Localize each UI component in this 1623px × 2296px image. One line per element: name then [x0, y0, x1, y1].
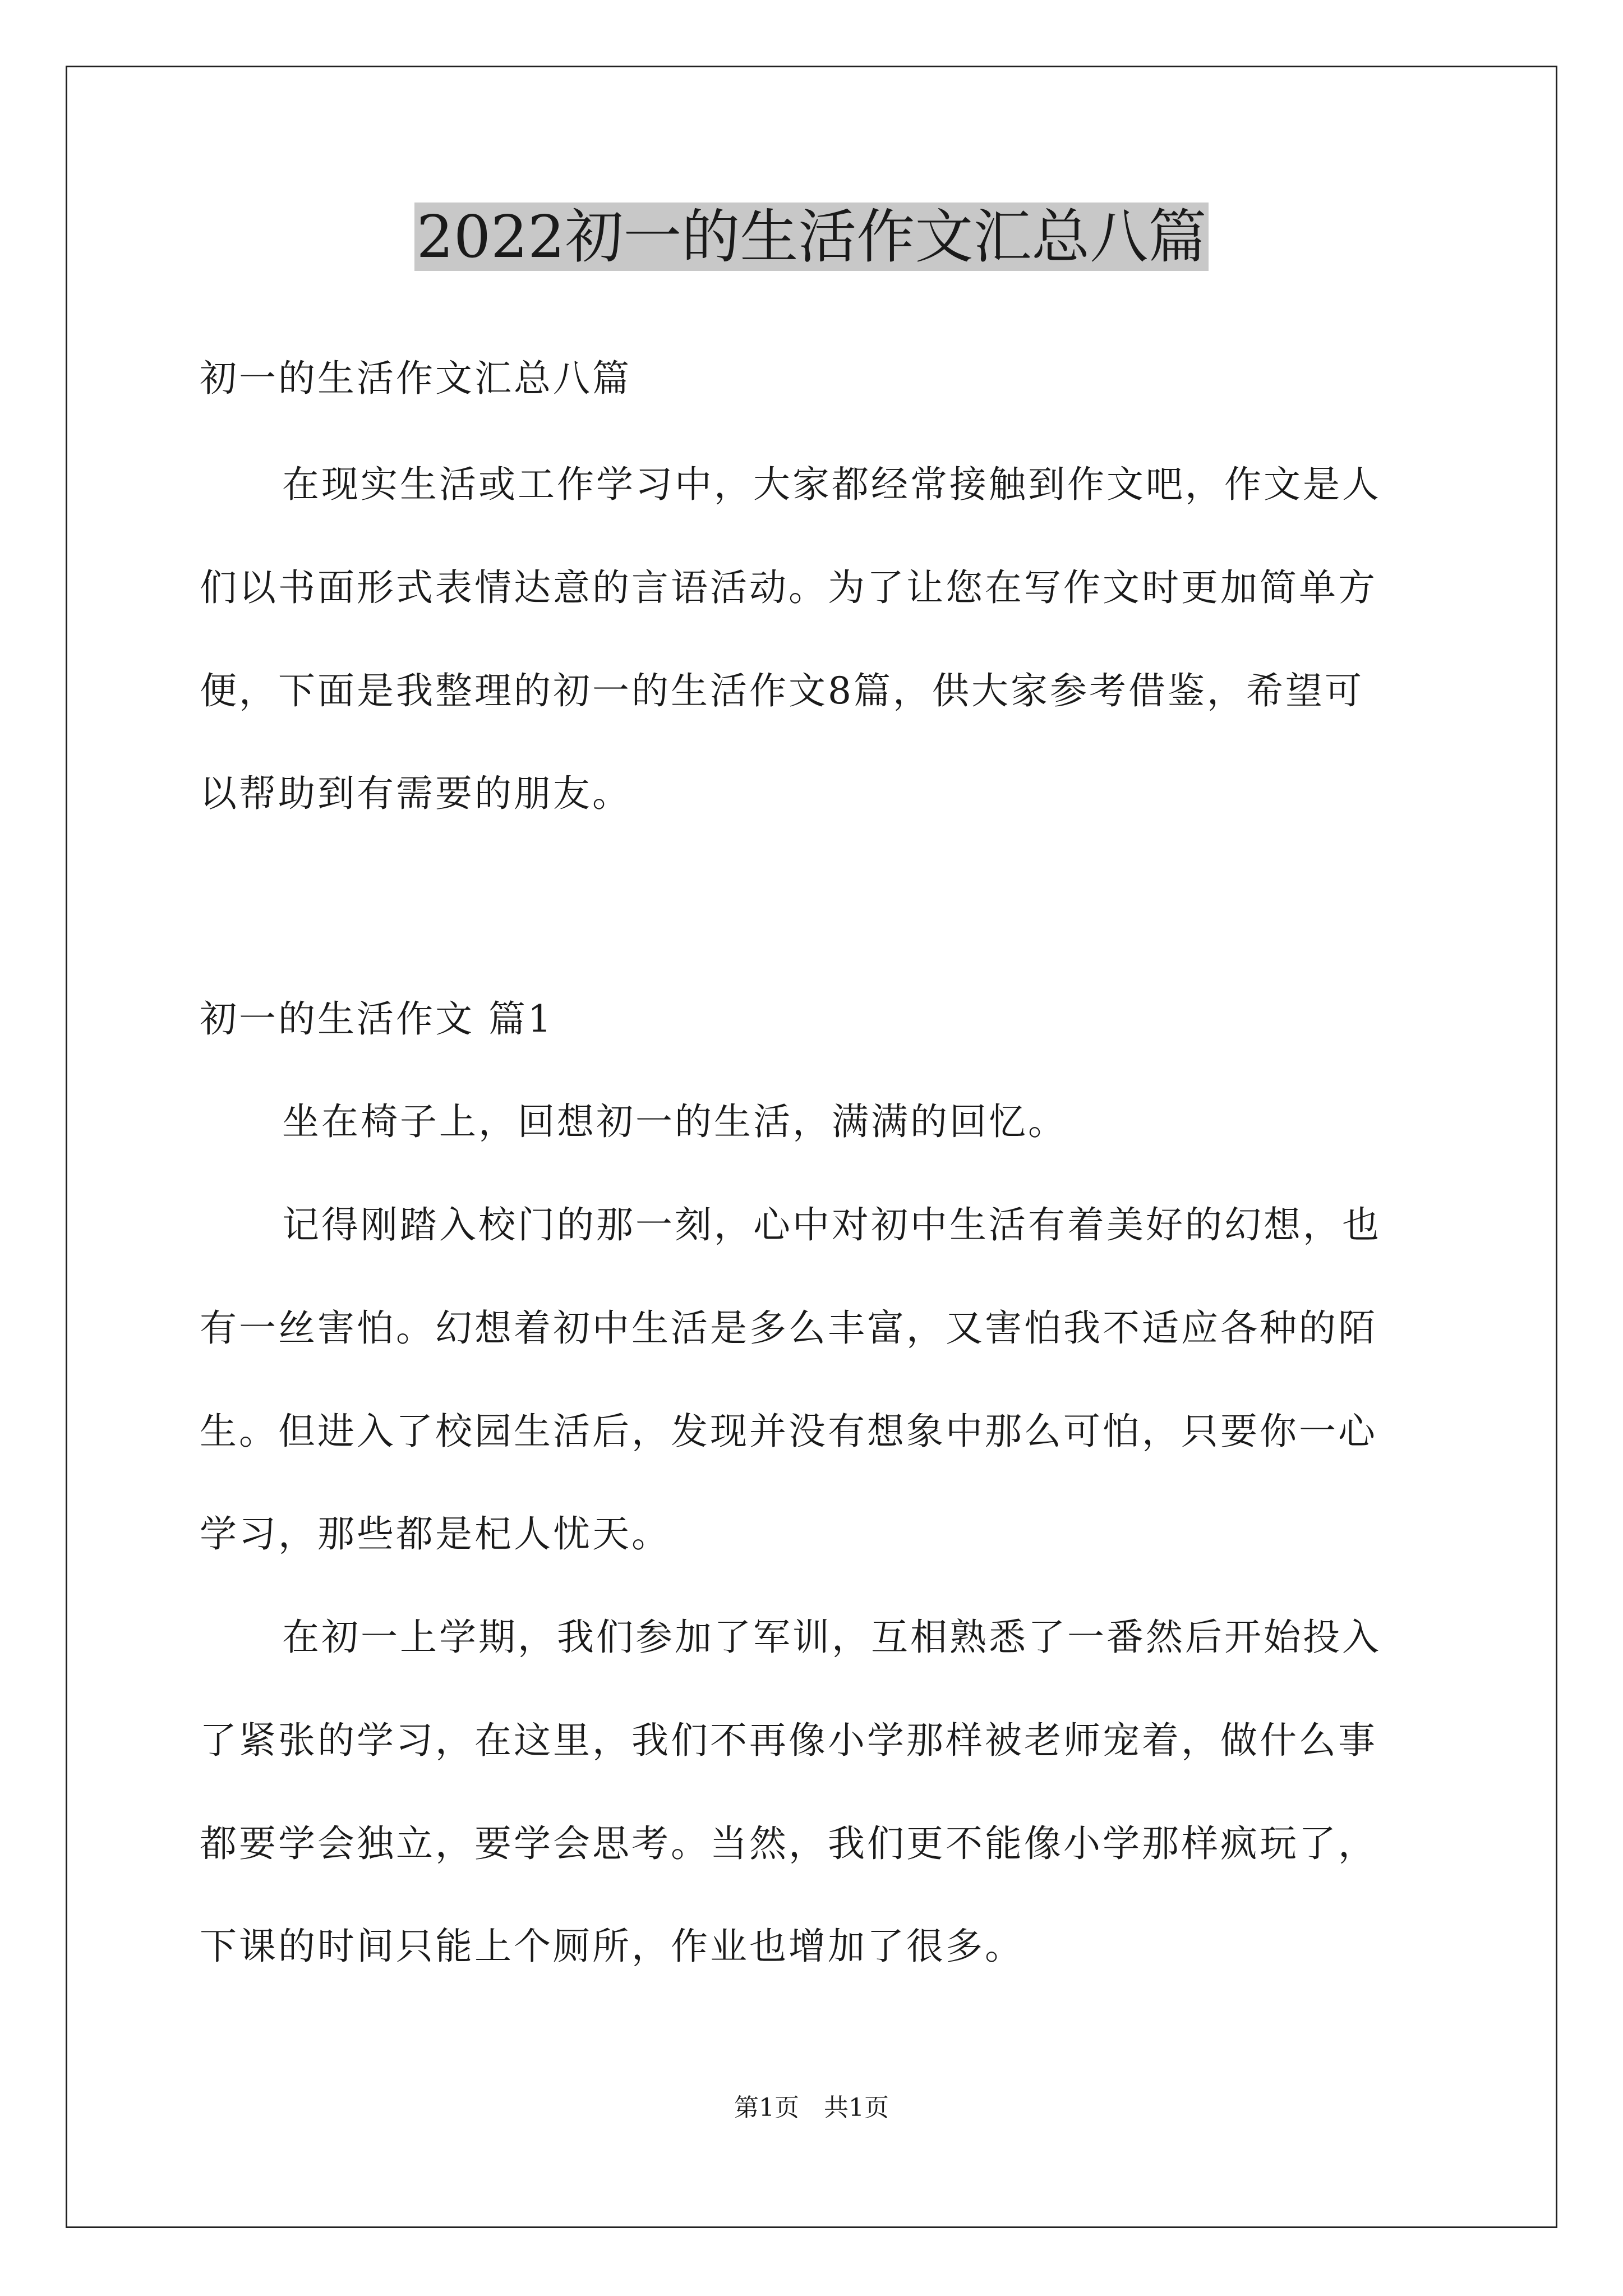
- document-subtitle: 初一的生活作文汇总八篇: [200, 357, 631, 400]
- intro-line: 们以书面形式表情达意的言语活动。为了让您在写作文时更加简单方: [200, 566, 1377, 609]
- paragraph-line: 都要学会独立，要学会思考。当然，我们更不能像小学那样疯玩了，: [200, 1822, 1377, 1865]
- document-title-text: 2022初一的生活作文汇总八篇: [414, 203, 1209, 271]
- section-heading: 初一的生活作文 篇1: [200, 997, 554, 1041]
- paragraph-line: 生。但进入了校园生活后，发现并没有想象中那么可怕，只要你一心: [200, 1410, 1377, 1453]
- page-footer: 第1页 共1页: [734, 2093, 889, 2122]
- paragraph-line: 在初一上学期，我们参加了军训，互相熟悉了一番然后开始投入: [282, 1616, 1381, 1659]
- intro-line: 以帮助到有需要的朋友。: [200, 772, 631, 815]
- intro-line: 在现实生活或工作学习中，大家都经常接触到作文吧，作文是人: [282, 463, 1381, 506]
- paragraph-line: 记得刚踏入校门的那一刻，心中对初中生活有着美好的幻想，也: [282, 1203, 1381, 1246]
- intro-line: 便，下面是我整理的初一的生活作文8篇，供大家参考借鉴，希望可: [200, 669, 1364, 712]
- paragraph-line: 下课的时间只能上个厕所，作业也增加了很多。: [200, 1925, 1024, 1968]
- document-title: [0, 197, 1623, 276]
- paragraph-line: 坐在椅子上，回想初一的生活，满满的回忆。: [282, 1100, 1067, 1143]
- paragraph-line: 了紧张的学习，在这里，我们不再像小学那样被老师宠着，做什么事: [200, 1719, 1377, 1762]
- paragraph-line: 有一丝害怕。幻想着初中生活是多么丰富，又害怕我不适应各种的陌: [200, 1306, 1377, 1350]
- paragraph-line: 学习，那些都是杞人忧天。: [200, 1512, 671, 1556]
